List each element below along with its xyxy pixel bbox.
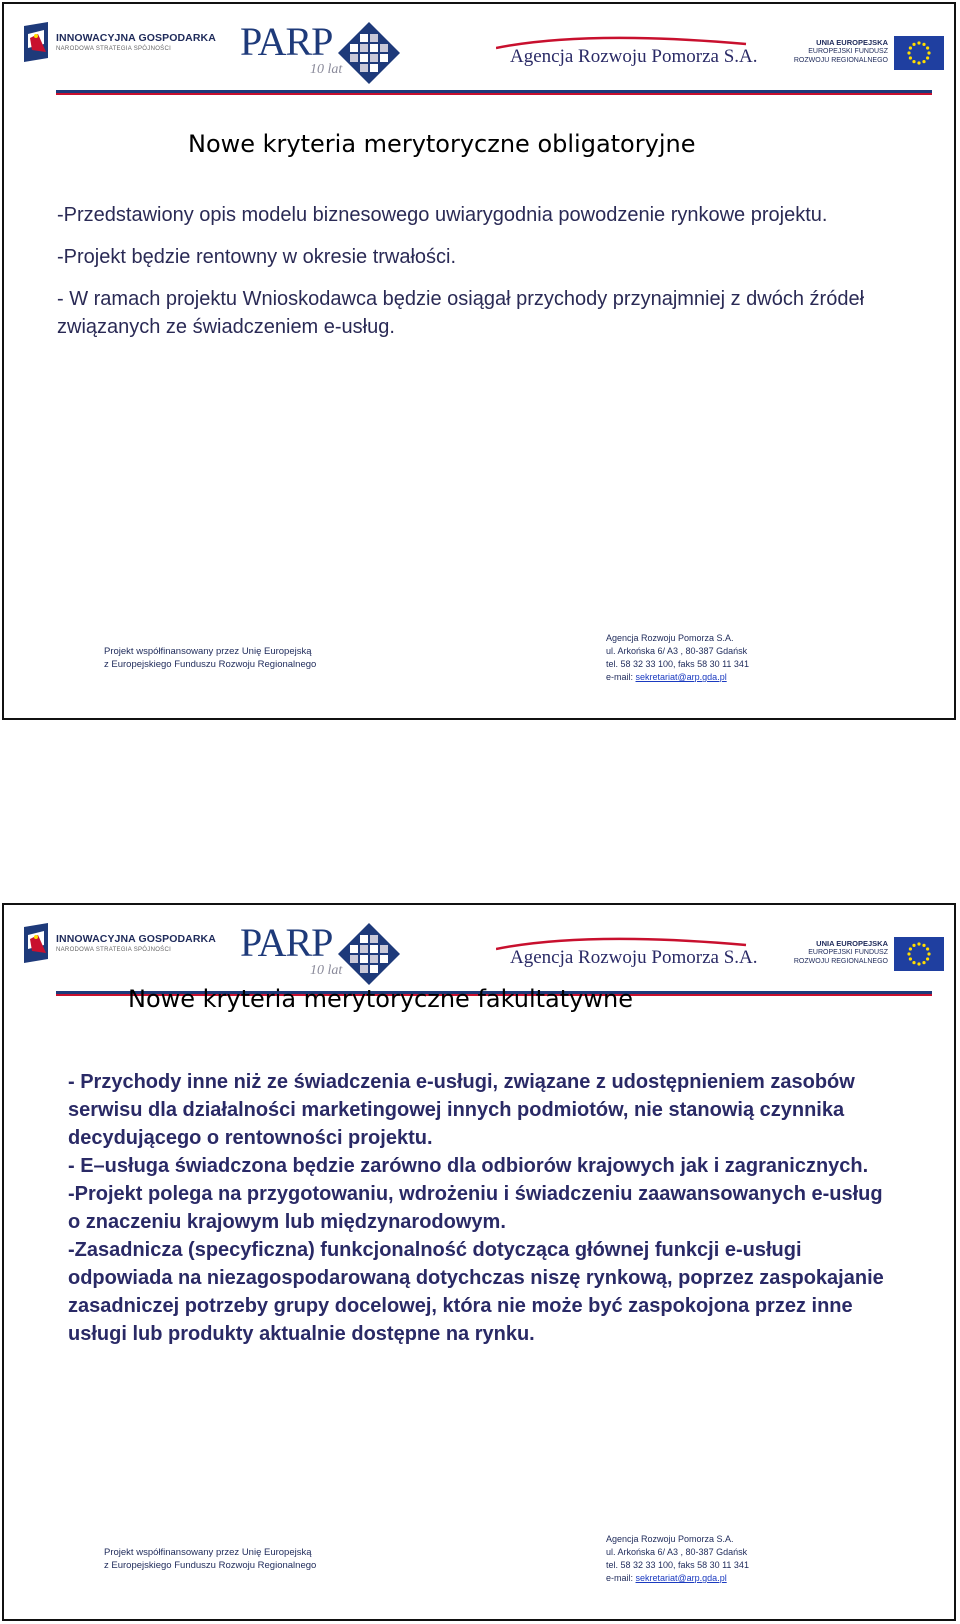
criterion-item: -Zasadnicza (specyficzna) funkcjonalność dotycząca głównej funkcji e-usługi odpowiada na niezagospodarowaną dotychczas niszę rynkową, poprzez zaspokajanie zasadniczej potrzeby grupy docelowej, która nie może być zaspokojona przez inne usługi lub produkty aktualnie dostępne na rynku. xyxy=(68,1239,884,1345)
footer-left-line-1: Projekt współfinansowany przez Unię Europejską xyxy=(104,646,312,657)
footer-email-label: e-mail: xyxy=(606,672,636,682)
ig-title: INNOWACYJNA GOSPODARKA xyxy=(56,32,216,44)
arp-name: Agencja Rozwoju Pomorza S.A. xyxy=(510,947,758,968)
footer-phone: tel. 58 32 33 100, faks 58 30 11 341 xyxy=(606,659,749,669)
footer-cofinancing xyxy=(104,1546,316,1572)
slide-body xyxy=(68,1068,898,1348)
footer-company: Agencja Rozwoju Pomorza S.A. xyxy=(606,1534,734,1544)
ig-subtitle: NARODOWA STRATEGIA SPÓJNOŚCI xyxy=(56,947,172,953)
eu-line-2: EUROPEJSKI FUNDUSZ xyxy=(808,48,888,55)
parp-logo xyxy=(240,18,420,82)
arp-name: Agencja Rozwoju Pomorza S.A. xyxy=(510,46,758,67)
footer-company: Agencja Rozwoju Pomorza S.A. xyxy=(606,633,734,643)
arp-logo xyxy=(496,935,756,975)
parp-logo xyxy=(240,919,420,983)
footer-email-row xyxy=(606,1572,749,1585)
slide-2 xyxy=(2,903,956,1621)
footer-contact xyxy=(606,632,749,684)
eu-line-2: EUROPEJSKI FUNDUSZ xyxy=(808,949,888,956)
parp-wordmark: PARP xyxy=(240,19,333,64)
parp-diamond-icon xyxy=(336,20,402,86)
criterion-item: -Przedstawiony opis modelu biznesowego uwiarygodnia powodzenie rynkowe projektu. xyxy=(57,204,828,226)
footer-cofinancing xyxy=(104,645,316,671)
footer-email-row xyxy=(606,671,749,684)
footer-left-line-2: z Europejskiego Funduszu Rozwoju Regionalnego xyxy=(104,1560,317,1571)
eu-flag-icon xyxy=(894,36,944,70)
footer-contact xyxy=(606,1533,749,1585)
eu-logo xyxy=(794,36,944,72)
eu-line-3: ROZWOJU REGIONALNEGO xyxy=(793,958,888,965)
slide-header xyxy=(4,4,954,104)
parp-anniversary: 10 lat xyxy=(310,963,343,978)
criterion-item: -Projekt polega na przygotowaniu, wdrożeniu i świadczeniu zaawansowanych e-usług o znaczeniu krajowym lub międzynarodowym. xyxy=(68,1183,883,1233)
footer-phone: tel. 58 32 33 100, faks 58 30 11 341 xyxy=(606,1560,749,1570)
header-divider xyxy=(56,90,932,95)
eu-line-1: UNIA EUROPEJSKA xyxy=(816,38,888,47)
parp-diamond-icon xyxy=(336,921,402,987)
innowacyjna-gospodarka-logo xyxy=(24,22,216,66)
slide-title: Nowe kryteria merytoryczne obligatoryjne xyxy=(188,130,696,158)
parp-wordmark: PARP xyxy=(240,920,333,965)
footer-email-label: e-mail: xyxy=(606,1573,636,1583)
criterion-item: - Przychody inne niż ze świadczenia e-usługi, związane z udostępnieniem zasobów serwisu dla działalności marketingowej innych podmiotów, nie stanowią czynnika decydującego o rentowności projektu. xyxy=(68,1071,855,1149)
parp-anniversary: 10 lat xyxy=(310,62,343,77)
slide-body xyxy=(57,201,917,355)
footer-left-line-1: Projekt współfinansowany przez Unię Europejską xyxy=(104,1547,312,1558)
footer-left-line-2: z Europejskiego Funduszu Rozwoju Regionalnego xyxy=(104,659,317,670)
eu-line-3: ROZWOJU REGIONALNEGO xyxy=(793,57,888,64)
arp-logo xyxy=(496,34,756,74)
innowacyjna-gospodarka-logo xyxy=(24,923,216,967)
criterion-item: -Projekt będzie rentowny w okresie trwałości. xyxy=(57,246,457,268)
criterion-item: - E–usługa świadczona będzie zarówno dla odbiorów krajowych jak i zagranicznych. xyxy=(68,1155,869,1177)
footer-address: ul. Arkońska 6/ A3 , 80-387 Gdańsk xyxy=(606,1547,748,1557)
eu-logo xyxy=(794,937,944,973)
ig-title: INNOWACYJNA GOSPODARKA xyxy=(56,933,216,945)
ig-subtitle: NARODOWA STRATEGIA SPÓJNOŚCI xyxy=(56,46,172,52)
footer-address: ul. Arkońska 6/ A3 , 80-387 Gdańsk xyxy=(606,646,748,656)
eu-flag-icon xyxy=(894,937,944,971)
email-link[interactable]: sekretariat@arp.gda.pl xyxy=(635,1573,727,1583)
ig-flag-icon xyxy=(24,923,50,963)
eu-line-1: UNIA EUROPEJSKA xyxy=(816,939,888,948)
criterion-item: - W ramach projektu Wnioskodawca będzie osiągał przychody przynajmniej z dwóch źródeł związanych ze świadczeniem e-usług. xyxy=(57,288,865,338)
slide-title: Nowe kryteria merytoryczne fakultatywne xyxy=(128,985,633,1013)
email-link[interactable]: sekretariat@arp.gda.pl xyxy=(635,672,727,682)
ig-flag-icon xyxy=(24,22,50,62)
slide-1 xyxy=(2,2,956,720)
